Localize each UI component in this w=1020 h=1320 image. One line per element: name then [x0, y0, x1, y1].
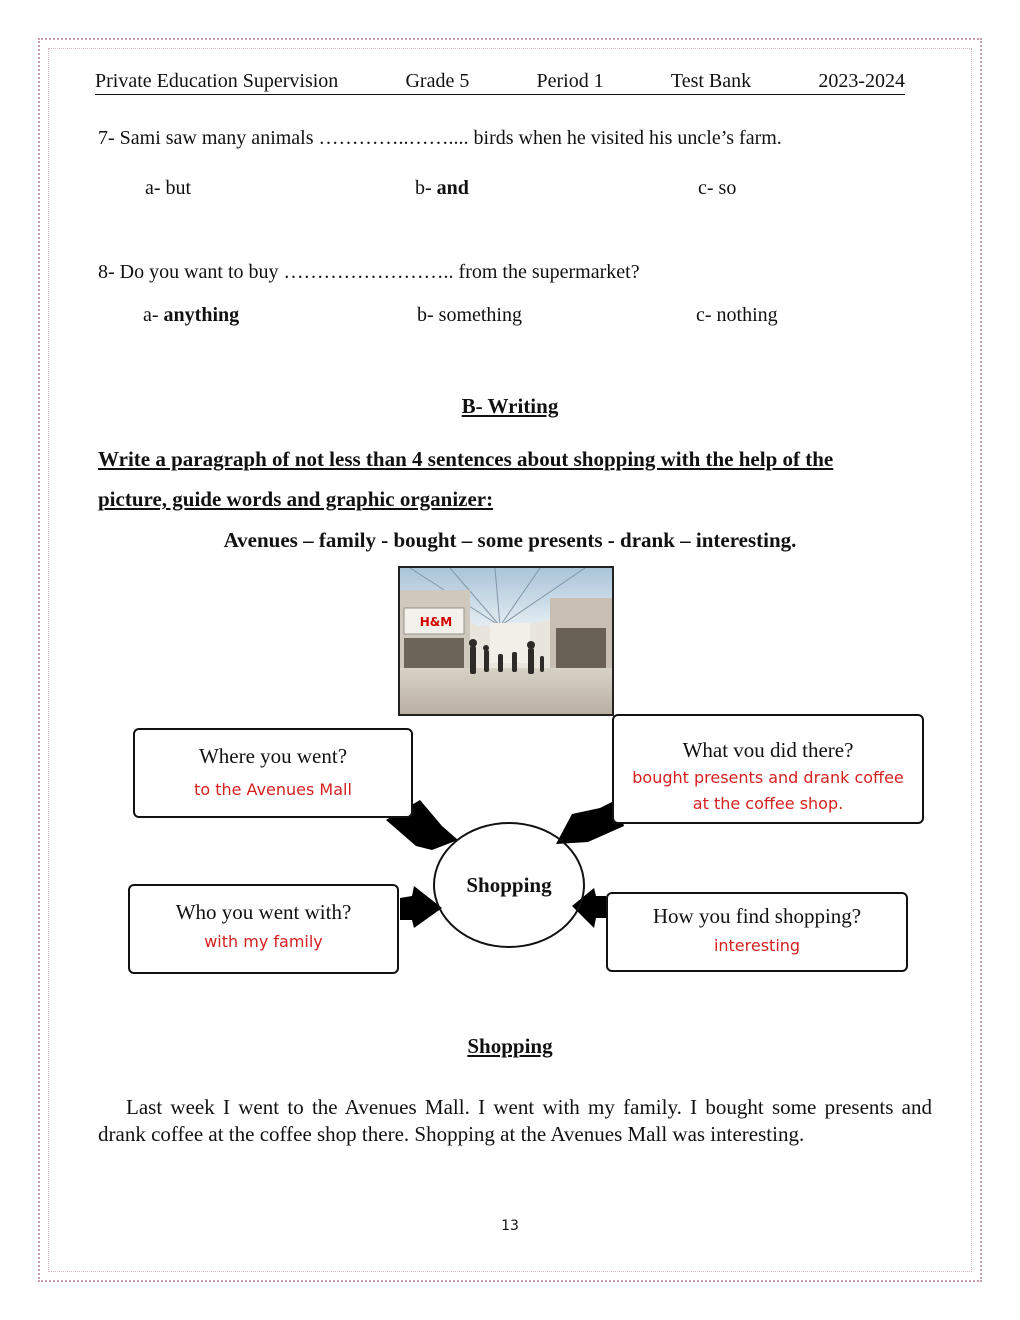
q8-option-c: c- nothing [696, 304, 778, 326]
q8-option-a-word: anything [163, 304, 240, 326]
writing-instruction-line-2: picture, guide words and graphic organizer: [98, 487, 494, 511]
where-answer: to the Avenues Mall [194, 780, 352, 799]
how-answer: interesting [713, 936, 801, 955]
organizer-how-box [606, 892, 908, 972]
how-question: How you find shopping? [652, 904, 862, 928]
writing-section-title: B- Writing [461, 394, 559, 418]
header-org: Private Education Supervision [95, 70, 339, 92]
header-year: 2023-2024 [818, 70, 905, 92]
header-grade: Grade 5 [405, 70, 470, 92]
writing-instruction-line-1: Write a paragraph of not less than 4 sentences about shopping with the help of the [98, 447, 834, 471]
header-period: Period 1 [536, 70, 604, 92]
organizer-where-box [133, 728, 413, 818]
where-question: Where you went? [198, 744, 348, 768]
organizer-what-box [612, 714, 924, 824]
question-7-text: 7- Sami saw many animals …………..…….... birds when he visited his uncle’s farm. [98, 127, 782, 149]
store-sign: H&M [419, 615, 453, 629]
organizer-who-box [128, 884, 399, 974]
who-answer: with my family [204, 932, 323, 951]
q7-option-b-word: and [436, 177, 469, 199]
what-answer-line-2: at the coffee shop. [692, 794, 844, 813]
q8-option-b: b- something [417, 304, 522, 326]
question-8-text: 8- Do you want to buy …………………….. from the supermarket? [98, 261, 640, 283]
q7-option-c: c- so [698, 177, 737, 199]
who-question: Who you went with? [175, 900, 352, 924]
q8-option-a-prefix: a- [143, 304, 164, 326]
header-test-bank: Test Bank [670, 70, 752, 92]
q7-option-a: a- but [145, 177, 192, 199]
guide-words: Avenues – family - bought – some presents - drank – interesting. [223, 528, 797, 552]
page-number: 13 [501, 1218, 519, 1234]
essay-title: Shopping [467, 1034, 553, 1058]
organizer-center-shopping: Shopping [433, 822, 585, 948]
essay-paragraph: Last week I went to the Avenues Mall. I went with my family. I bought some presents and drank coffee at the coffee shop there. Shopping at the Avenues Mall was interesting. [98, 1095, 932, 1146]
q7-option-b-prefix: b- [415, 177, 437, 199]
what-question: What vou did there? [682, 738, 854, 762]
what-answer-line-1: bought presents and drank coffee [632, 768, 904, 787]
